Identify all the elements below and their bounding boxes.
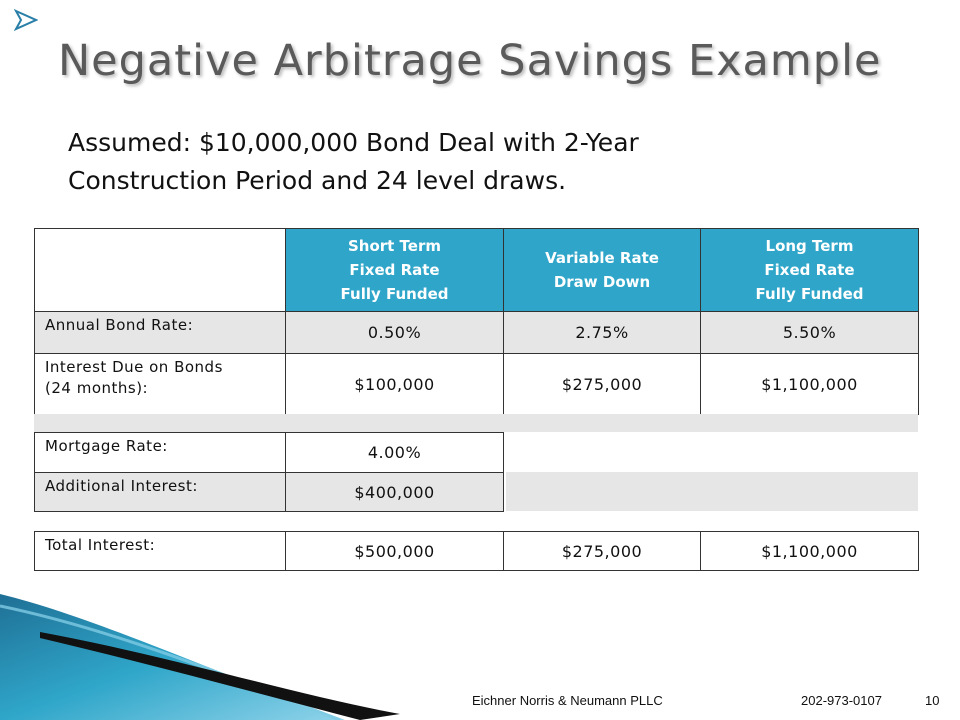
page-title: Negative Arbitrage Savings Example xyxy=(58,36,882,86)
column-header-line: Fully Funded xyxy=(340,285,449,303)
total-table xyxy=(34,531,919,571)
table-row xyxy=(35,354,919,415)
cell-value: $1,100,000 xyxy=(701,354,919,415)
column-header-line: Fixed Rate xyxy=(349,261,440,279)
cell-value: 5.50% xyxy=(701,312,919,354)
cell-value: $275,000 xyxy=(504,532,701,571)
cell-value: $100,000 xyxy=(286,354,504,415)
table-row xyxy=(35,312,919,354)
column-header-line: Fully Funded xyxy=(755,285,864,303)
comparison-table xyxy=(34,228,919,415)
footer-page-number: 10 xyxy=(925,693,940,708)
cell-value: 2.75% xyxy=(504,312,701,354)
row-label-annual-bond-rate xyxy=(35,312,286,354)
decorative-swoosh xyxy=(0,576,400,720)
column-header-variable-rate xyxy=(504,229,701,312)
arrow-bullet-icon xyxy=(14,8,38,32)
subtitle-line-2: Construction Period and 24 level draws. xyxy=(68,166,567,195)
header-empty-cell xyxy=(35,229,286,312)
column-header-line: Long Term xyxy=(765,237,854,255)
row-label-line: Annual Bond Rate: xyxy=(45,316,194,334)
row-label-mortgage-rate: Mortgage Rate: xyxy=(35,433,286,473)
column-header-short-term xyxy=(286,229,504,312)
row-shading-band xyxy=(506,472,918,511)
column-header-line: Short Term xyxy=(347,237,442,255)
mortgage-table xyxy=(34,432,504,512)
cell-value: $275,000 xyxy=(504,354,701,415)
row-label-line: Interest Due on Bonds xyxy=(45,358,223,376)
table-header-row xyxy=(35,229,919,312)
row-label-line: (24 months): xyxy=(45,379,149,397)
table-row xyxy=(35,532,919,571)
table-spacer-band xyxy=(34,414,918,432)
column-header-long-term xyxy=(701,229,919,312)
table-row xyxy=(35,433,504,473)
cell-value: 4.00% xyxy=(286,433,504,473)
row-label-interest-due xyxy=(35,354,286,415)
cell-value: $1,100,000 xyxy=(701,532,919,571)
footer-phone: 202-973-0107 xyxy=(801,693,882,708)
subtitle xyxy=(68,124,928,200)
footer-firm-name: Eichner Norris & Neumann PLLC xyxy=(472,693,663,708)
cell-value: 0.50% xyxy=(286,312,504,354)
column-header-line: Fixed Rate xyxy=(764,261,855,279)
subtitle-line-1: Assumed: $10,000,000 Bond Deal with 2-Year xyxy=(68,128,639,157)
cell-value: $400,000 xyxy=(286,473,504,512)
column-header-line: Draw Down xyxy=(553,273,651,291)
column-header-line: Variable Rate xyxy=(545,249,659,267)
cell-value: $500,000 xyxy=(286,532,504,571)
row-label-additional-interest: Additional Interest: xyxy=(35,473,286,512)
row-label-total-interest: Total Interest: xyxy=(35,532,286,571)
table-row xyxy=(35,473,504,512)
